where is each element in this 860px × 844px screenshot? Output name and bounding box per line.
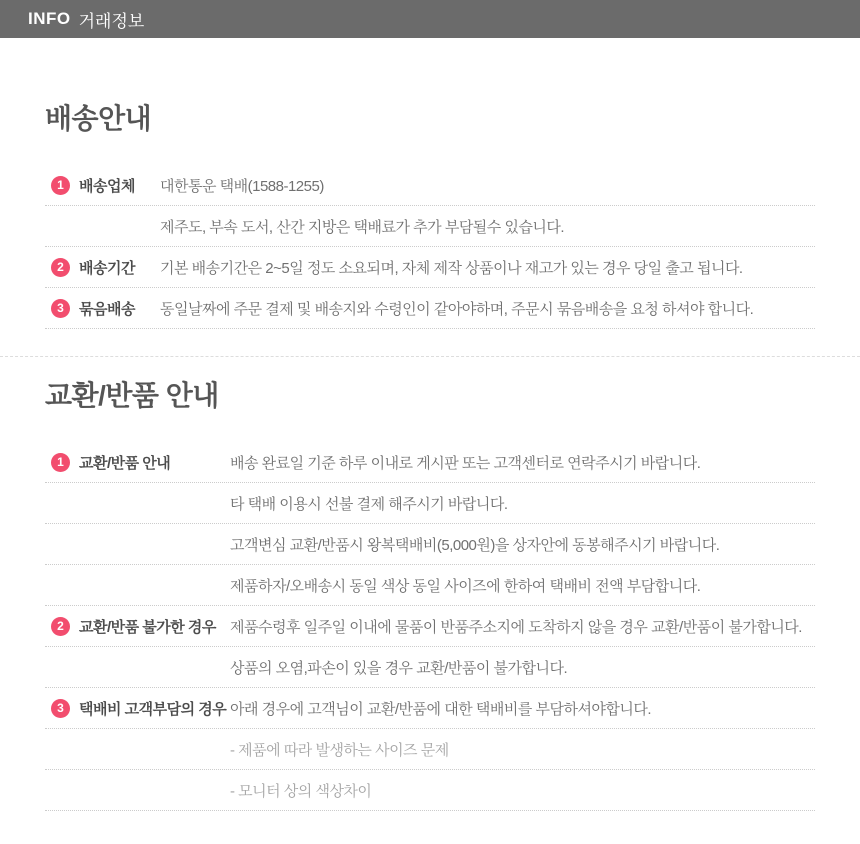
row-value: - 모니터 상의 색상차이 bbox=[230, 782, 372, 800]
table-row bbox=[45, 606, 815, 647]
row-value: 제품하자/오배송시 동일 색상 동일 사이즈에 한하여 택배비 전액 부담합니다. bbox=[230, 577, 701, 595]
row-value: 제품수령후 일주일 이내에 물품이 반품주소지에 도착하지 않을 경우 교환/반품이 불가합니다. bbox=[230, 618, 802, 636]
row-label: 배송기간 bbox=[79, 259, 135, 277]
number-badge: 3 bbox=[51, 299, 70, 318]
row-value: 제주도, 부속 도서, 산간 지방은 택배료가 추가 부담될수 있습니다. bbox=[160, 218, 565, 236]
table-row bbox=[45, 247, 815, 288]
shipping-section-title: 배송안내 bbox=[45, 103, 152, 134]
row-value: 배송 완료일 기준 하루 이내로 게시판 또는 고객센터로 연락주시기 바랍니다. bbox=[230, 454, 701, 472]
table-row bbox=[45, 524, 815, 565]
row-label-cell bbox=[45, 616, 230, 637]
info-header-bar bbox=[0, 0, 860, 38]
table-row bbox=[45, 565, 815, 606]
exchange-section-title: 교환/반품 안내 bbox=[45, 380, 219, 411]
shipping-info-table bbox=[45, 165, 815, 329]
row-value: - 제품에 따라 발생하는 사이즈 문제 bbox=[230, 741, 449, 759]
table-row bbox=[45, 165, 815, 206]
row-value: 아래 경우에 고객님이 교환/반품에 대한 택배비를 부담하셔야합니다. bbox=[230, 700, 652, 718]
row-label-cell bbox=[45, 698, 230, 719]
number-badge: 1 bbox=[51, 176, 70, 195]
table-row bbox=[45, 483, 815, 524]
row-label-cell bbox=[45, 298, 160, 319]
number-badge: 3 bbox=[51, 699, 70, 718]
row-label-cell bbox=[45, 452, 230, 473]
table-row bbox=[45, 688, 815, 729]
table-row bbox=[45, 206, 815, 247]
row-label: 배송업체 bbox=[79, 177, 135, 195]
info-header-badge: INFO bbox=[28, 9, 71, 28]
table-row bbox=[45, 770, 815, 811]
row-value: 타 택배 이용시 선불 결제 해주시기 바랍니다. bbox=[230, 495, 508, 513]
table-row bbox=[45, 647, 815, 688]
row-label-cell bbox=[45, 257, 160, 278]
row-label-cell bbox=[45, 175, 160, 196]
table-row bbox=[45, 442, 815, 483]
row-value: 대한통운 택배(1588-1255) bbox=[160, 177, 324, 195]
number-badge: 1 bbox=[51, 453, 70, 472]
number-badge: 2 bbox=[51, 617, 70, 636]
row-value: 상품의 오염,파손이 있을 경우 교환/반품이 불가합니다. bbox=[230, 659, 568, 677]
table-row bbox=[45, 288, 815, 329]
exchange-info-table bbox=[45, 442, 815, 811]
row-value: 동일날짜에 주문 결제 및 배송지와 수령인이 같아야하며, 주문시 묶음배송을 요청 하셔야 합니다. bbox=[160, 300, 754, 318]
row-label: 교환/반품 불가한 경우 bbox=[79, 618, 216, 636]
info-header-title: 거래정보 bbox=[78, 11, 145, 31]
row-label: 묶음배송 bbox=[79, 300, 135, 318]
row-label: 교환/반품 안내 bbox=[79, 454, 171, 472]
number-badge: 2 bbox=[51, 258, 70, 277]
row-value: 고객변심 교환/반품시 왕복택배비(5,000원)을 상자안에 동봉해주시기 바랍니다. bbox=[230, 536, 720, 554]
row-value: 기본 배송기간은 2~5일 정도 소요되며, 자체 제작 상품이나 재고가 있는 경우 당일 출고 됩니다. bbox=[160, 259, 743, 277]
row-label: 택배비 고객부담의 경우 bbox=[79, 700, 227, 718]
table-row bbox=[45, 729, 815, 770]
